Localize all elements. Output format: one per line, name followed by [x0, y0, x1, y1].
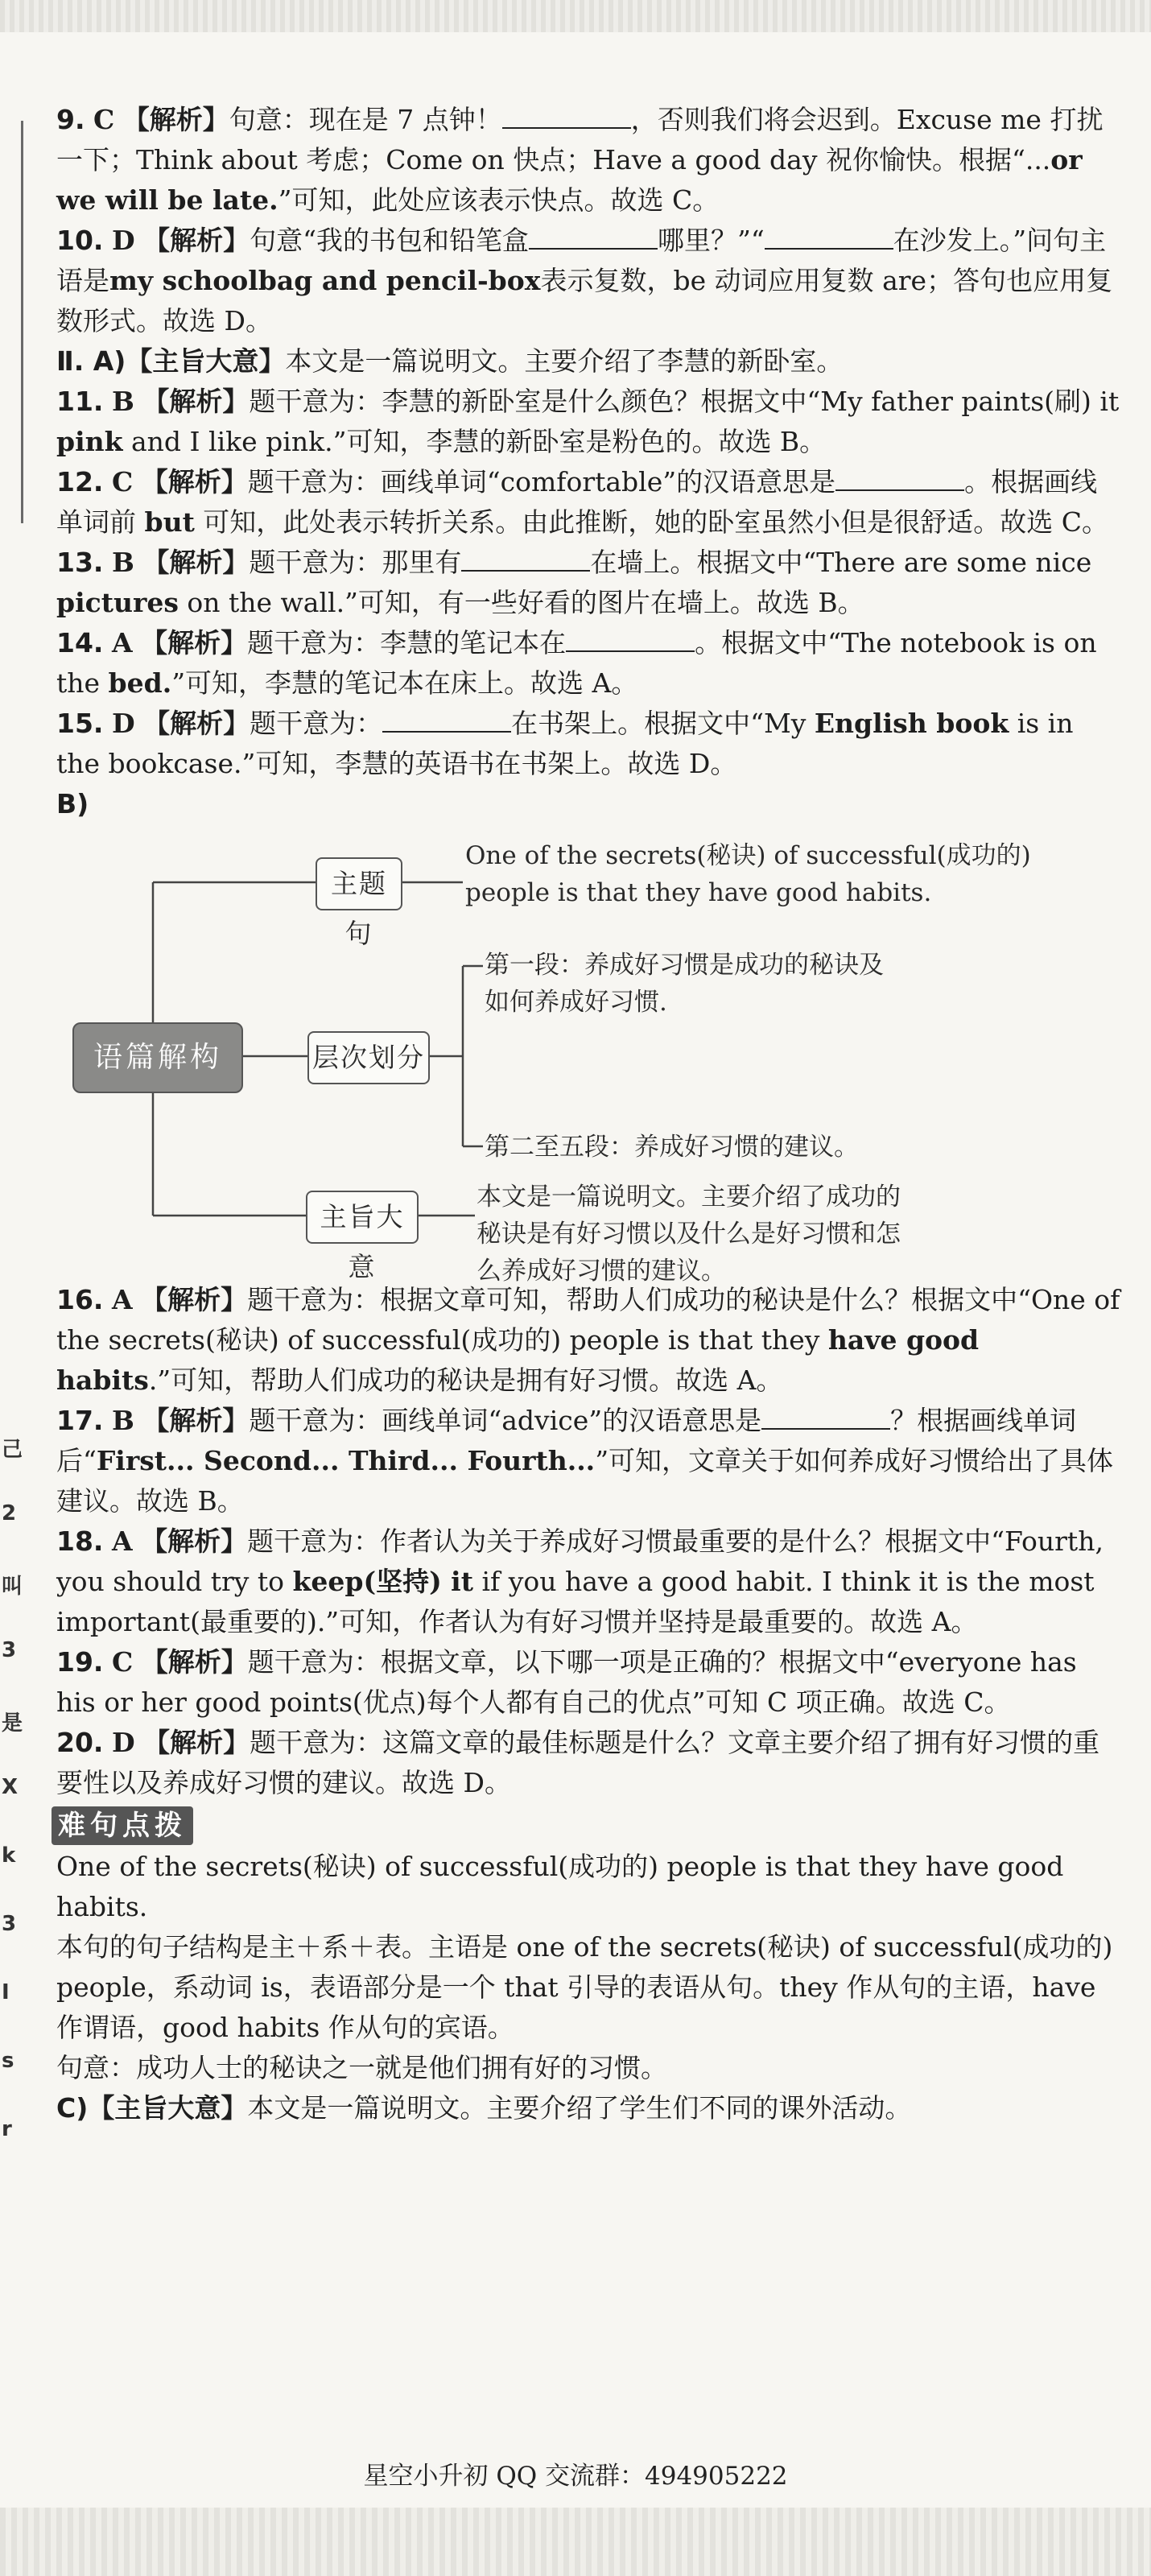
bottom-scan-band [0, 2508, 1151, 2576]
question-text: 题干意为：根据文章，以下哪一项是正确的？根据文中“everyone has his or her good points(优点)每个人都有自己的优点”可知 C 项正确。故选 C。 [56, 1646, 1077, 1718]
bold-quote: keep(坚持) it [292, 1566, 473, 1597]
answer-letter: B [111, 547, 134, 578]
bold-quote: my schoolbag and pencil-box [109, 265, 541, 296]
blank-line [566, 626, 695, 652]
section-label: C) [56, 2092, 89, 2124]
main-idea-text [476, 1179, 1104, 1290]
topic-sentence-text [465, 837, 1125, 911]
question-9 [56, 100, 1123, 221]
mind-map-root: 语篇解构 [72, 1022, 243, 1093]
blank-line [761, 1404, 890, 1430]
footer-note: 星空小升初 QQ 交流群：494905222 [363, 2462, 788, 2491]
question-text: ”可知，此处应该表示快点。故选 C。 [278, 184, 720, 216]
answer-letter: D [111, 708, 135, 739]
blank-line [502, 103, 631, 129]
question-number: 16. [56, 1284, 104, 1315]
section-b [56, 784, 1123, 824]
note-line: 本文是一篇说明文。主要介绍了成功的 [476, 1183, 901, 1212]
question-text: 题干意为：根据文章可知，帮助人们成功的秘诀是什么？根据文中“One of the secrets(秘诀) of successful(成功的) people is that they [56, 1284, 1120, 1356]
answer-letter: D [111, 1727, 135, 1758]
gutter-mark: r [2, 2117, 12, 2141]
question-number: 18. [56, 1525, 104, 1557]
question-text: 在书架上。根据文中“My [511, 708, 815, 739]
question-20 [56, 1723, 1123, 1803]
main-idea-box: 主旨大意 [306, 1191, 419, 1244]
left-margin-rule [21, 121, 23, 523]
question-text: 句意：现在是 7 点钟！ [229, 104, 502, 135]
analysis-tag: 【解析】 [143, 708, 250, 739]
question-number: 17. [56, 1405, 104, 1436]
gutter-mark: s [2, 2049, 14, 2073]
question-number: 15. [56, 708, 104, 739]
question-text: ”可知，文章关于如何养成好习惯给出了具体建议。故选 B。 [56, 1445, 1114, 1517]
analysis-tag: 【解析】 [142, 547, 250, 578]
question-text: ，否则我们将会迟到。Excuse me 打扰一下；Think about 考虑；Come on 快点；Have a good day 祝你愉快。根据“... [56, 104, 1104, 175]
question-text: 题干意为：作者认为关于养成好习惯最重要的是什么？根据文中“Fourth, you should try to [56, 1525, 1104, 1597]
gutter-mark: 是 [2, 1711, 23, 1736]
question-number: 11. [56, 386, 104, 417]
section-label: B) [56, 788, 89, 819]
question-16 [56, 1280, 1123, 1401]
question-text: is in the bookcase.”可知，李慧的英语书在书架上。故选 D。 [56, 708, 1074, 779]
question-text: 句意“我的书包和铅笔盒 [250, 225, 529, 256]
gutter-mark: 3 [2, 1912, 17, 1936]
section-label: Ⅱ. A) [56, 345, 126, 377]
question-text: ”可知，李慧的笔记本在床上。故选 A。 [171, 667, 638, 699]
question-number: 13. [56, 547, 104, 578]
bold-quote: First... Second... Third... Fourth... [96, 1445, 596, 1476]
answer-content [56, 100, 1123, 2128]
question-17 [56, 1401, 1123, 1521]
structure-bottom-text: 第二至五段：养成好习惯的建议。 [485, 1133, 859, 1162]
answer-letter: C [111, 466, 134, 497]
question-text: 题干意为： [250, 708, 383, 739]
question-number: 20. [56, 1727, 104, 1758]
top-scan-band [0, 0, 1151, 32]
analysis-tag: 【解析】 [141, 1646, 248, 1678]
analysis-tag: 【解析】 [143, 1727, 250, 1758]
question-text: 哪里？”“ [657, 225, 765, 256]
question-text: 题干意为：这篇文章的最佳标题是什么？文章主要介绍了拥有好习惯的重要性以及养成好习惯的建议。故选 D。 [56, 1727, 1100, 1798]
answer-letter: B [111, 1405, 134, 1436]
question-18 [56, 1521, 1123, 1642]
question-number: 10. [56, 225, 104, 256]
blank-line [382, 707, 511, 733]
summary-text: 本文是一篇说明文。主要介绍了李慧的新卧室。 [285, 345, 844, 377]
question-19 [56, 1642, 1123, 1723]
summary-tag: 【主旨大意】 [126, 345, 286, 377]
answer-letter: A [111, 1525, 133, 1557]
answer-letter: C [111, 1646, 134, 1678]
structure-box: 层次划分 [307, 1031, 430, 1084]
bold-quote: English book [814, 708, 1009, 739]
structure-top-text [485, 947, 1096, 1021]
question-text: 题干意为：李慧的新卧室是什么颜色？根据文中“My father paints(刷) it [249, 386, 1120, 417]
note-line: people is that they have good habits. [465, 878, 932, 907]
gutter-mark: X [2, 1775, 19, 1799]
left-gutter-marks [2, 1433, 26, 2415]
bold-quote: or we will be late. [56, 144, 1083, 216]
blank-line [765, 224, 893, 250]
analysis-tag: 【解析】 [141, 627, 248, 658]
note-line: 如何养成好习惯. [485, 988, 667, 1017]
question-text: ？根据画线单词后“ [56, 1405, 1077, 1476]
summary-text: 本文是一篇说明文。主要介绍了学生们不同的课外活动。 [247, 2092, 912, 2124]
gutter-mark: 2 [2, 1501, 17, 1525]
blank-line [529, 224, 658, 250]
question-number: 12. [56, 466, 104, 497]
question-text: and I like pink.”可知，李慧的新卧室是粉色的。故选 B。 [122, 426, 827, 457]
note-line: 第一段：养成好习惯是成功的秘诀及 [485, 951, 884, 980]
blank-line [461, 546, 590, 572]
sentence-analysis: 本句的句子结构是主＋系＋表。主语是 one of the secrets(秘诀) of successful(成功的) people，系动词 is，表语部分是一个 that 引导的表语从句。they 作从句的主语，have 作谓语，good habits 作从句的宾语。 [56, 1931, 1113, 2043]
note-line: One of the secrets(秘诀) of successful(成功的) [465, 841, 1031, 870]
note-line: 么养成好习惯的建议。 [476, 1257, 726, 1286]
analysis-tag: 【解析】 [141, 1525, 248, 1557]
answer-letter: A [111, 627, 133, 658]
question-12 [56, 462, 1123, 543]
question-14 [56, 623, 1123, 704]
bold-quote: bed. [108, 667, 172, 699]
question-number: 19. [56, 1646, 104, 1678]
bold-quote: have good habits [56, 1324, 980, 1396]
summary-tag: 【主旨大意】 [88, 2092, 248, 2124]
section-2a [56, 341, 1123, 382]
question-15 [56, 704, 1123, 784]
bold-quote: pink [56, 426, 123, 457]
topic-sentence-box: 主题句 [316, 857, 402, 910]
blank-line [835, 465, 964, 491]
question-text: 表示复数，be 动词应用复数 are；答句也应用复数形式。故选 D。 [56, 265, 1113, 336]
gutter-mark: 己 [2, 1438, 23, 1462]
question-13 [56, 543, 1123, 623]
question-number: 14. [56, 627, 104, 658]
analysis-tag: 【解析】 [142, 1405, 250, 1436]
answer-letter: C [93, 104, 115, 135]
mind-map [56, 829, 1123, 1286]
question-text: 题干意为：画线单词“advice”的汉语意思是 [249, 1405, 762, 1436]
sentence-meaning: 句意：成功人士的秘诀之一就是他们拥有好的习惯。 [56, 2052, 667, 2083]
answer-letter: D [111, 225, 135, 256]
analysis-tag: 【解析】 [143, 225, 250, 256]
question-text: on the wall.”可知，有一些好看的图片在墙上。故选 B。 [178, 587, 864, 618]
answer-letter: A [111, 1284, 133, 1315]
question-10 [56, 221, 1123, 341]
question-text: 在墙上。根据文中“There are some nice [590, 547, 1092, 578]
bold-quote: pictures [56, 587, 179, 618]
question-text: 。根据画线单词前 [56, 466, 1098, 538]
question-text: 题干意为：李慧的笔记本在 [247, 627, 567, 658]
question-number: 9. [56, 104, 85, 135]
analysis-tag: 【解析】 [141, 466, 248, 497]
gutter-mark: 3 [2, 1638, 17, 1662]
difficult-sentence: One of the secrets(秘诀) of successful(成功的) people is that they have good habits. [56, 1851, 1064, 1922]
difficult-sentence-header: 难句点拨 [52, 1806, 193, 1845]
question-text: .”可知，帮助人们成功的秘诀是拥有好习惯。故选 A。 [148, 1364, 783, 1396]
question-11 [56, 382, 1123, 462]
question-text: 题干意为：那里有 [249, 547, 462, 578]
analysis-tag: 【解析】 [142, 386, 250, 417]
question-text: if you have a good habit. I think it is the most important(最重要的).”可知，作者认为有好习惯并坚持是最重要的。故选 A。 [56, 1566, 1095, 1637]
section-c [56, 2088, 1123, 2128]
gutter-mark: 叫 [2, 1575, 23, 1599]
gutter-mark: I [2, 1980, 10, 2004]
question-text: 在沙发上。”问句主语是 [56, 225, 1107, 296]
gutter-mark: k [2, 1843, 16, 1868]
question-text: 。根据文中“The notebook is on the [56, 627, 1097, 699]
note-line: 秘诀是有好习惯以及什么是好习惯和怎 [476, 1220, 901, 1249]
bold-quote: but [144, 506, 195, 538]
answer-letter: B [111, 386, 134, 417]
analysis-tag: 【解析】 [122, 104, 229, 135]
question-text: 题干意为：画线单词“comfortable”的汉语意思是 [247, 466, 836, 497]
question-text: 可知，此处表示转折关系。由此推断，她的卧室虽然小但是很舒适。故选 C。 [194, 506, 1109, 538]
analysis-tag: 【解析】 [141, 1284, 248, 1315]
